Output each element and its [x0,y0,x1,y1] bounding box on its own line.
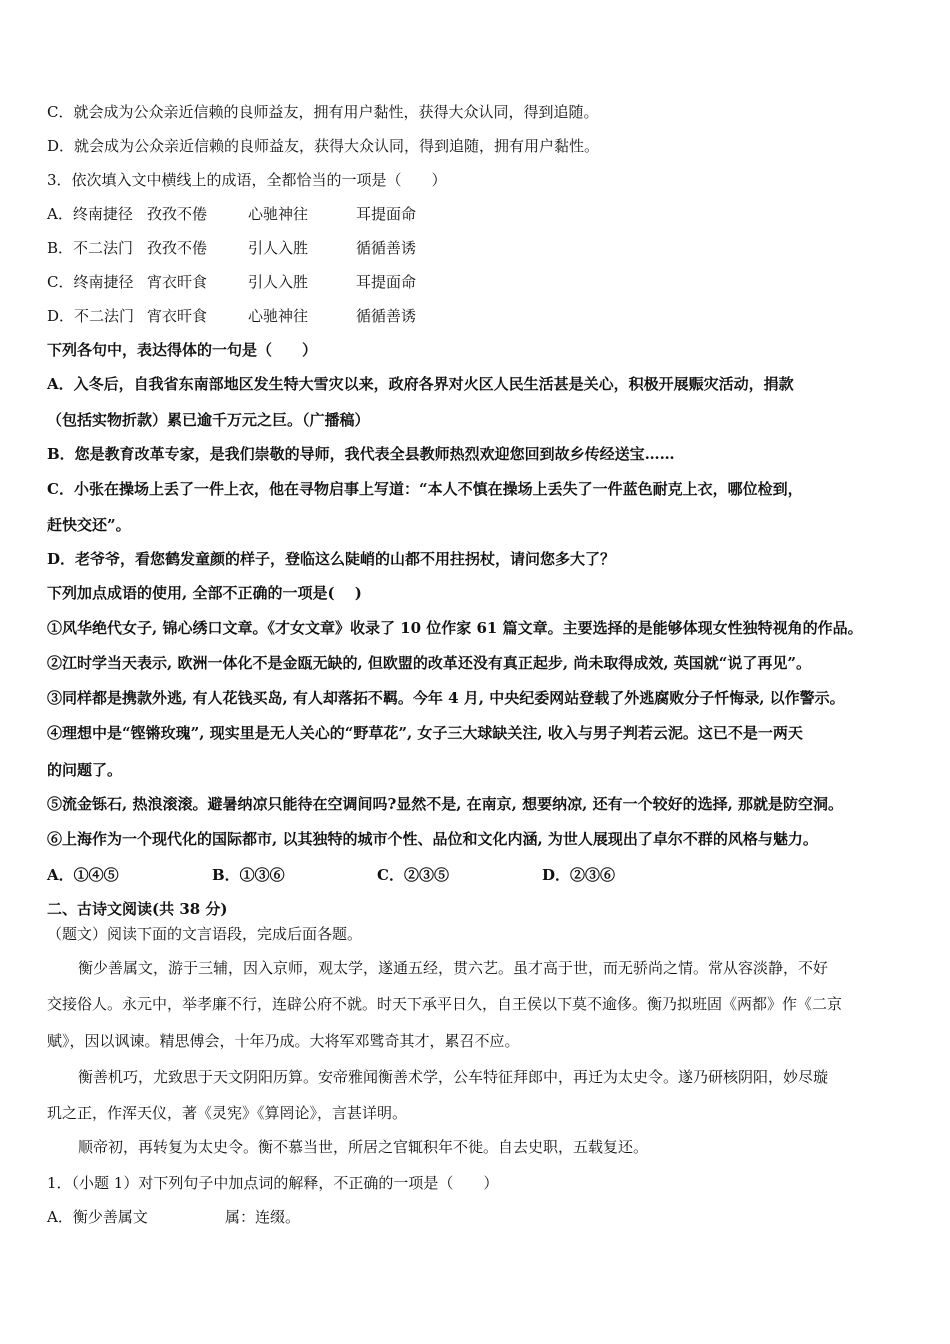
idiom: 宵衣旰食 [147,273,208,291]
idiom: 引人入胜 [248,239,309,257]
idiom: 耳提面命 [356,273,417,291]
q4-option-a-line1: A．入冬后，自我省东南部地区发生特大雪灾以来，政府各界对火区人民生活甚是关心，积极开展赈灾活动，捐款 [47,375,794,393]
q5-stem: 下列加点成语的使用, 全部不正确的一项是( ) [47,584,362,602]
idiom: 心驰神往 [248,205,309,223]
option-label: A．终南捷径 [47,205,133,223]
idiom: 宵衣旰食 [147,307,208,325]
q3-option-a [47,204,416,224]
idiom: 孜孜不倦 [147,239,208,257]
q5-option-a: A．①④⑤ [47,866,119,884]
reading-intro: （题文）阅读下面的文言语段，完成后面各题。 [47,925,363,943]
q3-stem: 3．依次填入文中横线上的成语，全都恰当的一项是（ ） [47,171,447,189]
q4-option-b: B．您是教育改革专家，是我们崇敬的导师，我代表全县教师热烈欢迎您回到故乡传经送宝…… [47,445,675,463]
q3-option-c [47,272,416,292]
idiom: 孜孜不倦 [147,205,208,223]
q4-option-c-line2: 赶快交还”。 [47,516,131,534]
q4-stem: 下列各句中，表达得体的一句是（ ） [47,341,318,359]
q4-option-c-line1: C．小张在操场上丢了一件上衣，他在寻物启事上写道：“本人不慎在操场上丢失了一件蓝色耐克上衣，哪位检到， [47,480,803,498]
passage-p1-line2: 交接俗人。永元中，举孝廉不行，连辟公府不就。时天下承平日久，自王侯以下莫不逾侈。衡乃拟班固《两都》作《二京 [47,995,843,1013]
q5-option-b: B．①③⑥ [212,866,285,884]
q2-option-d: D．就会成为公众亲近信赖的良师益友，获得大众认同，得到追随，拥有用户黏性。 [47,137,600,155]
q5-options [47,865,615,885]
passage-p2-line2: 玑之正，作浑天仪，著《灵宪》《算罔论》，言甚详明。 [47,1104,408,1122]
option-label: D．不二法门 [47,307,135,325]
passage-p2-line1: 衡善机巧，尤致思于天文阴阳历算。安帝雅闻衡善术学，公车特征拜郎中，再迁为太史令。遂乃研核阴阳，妙尽璇 [78,1068,829,1086]
idiom: 心驰神往 [248,307,309,325]
option-label: B．不二法门 [47,239,134,257]
idiom: 耳提面命 [356,205,417,223]
passage-p1-line3: 赋》，因以讽谏。精思傅会，十年乃成。大将军邓骘奇其才，累召不应。 [47,1032,520,1050]
idiom: 循循善诱 [356,307,417,325]
q5-option-c: C．②③⑤ [377,866,449,884]
q4-option-a-line2: （包括实物折款）累已逾千万元之巨。（广播稿） [47,411,370,429]
q5-sentence-4-line1: ④理想中是“铿锵玫瑰”, 现实里是无人关心的“野草花”, 女子三大球缺关注, 收入与男子判若云泥。这已不是一两天 [47,724,803,742]
section-heading: 二、古诗文阅读(共 38 分) [47,900,228,918]
option-label: C．终南捷径 [47,273,134,291]
passage-p3: 顺帝初，再转复为太史令。衡不慕当世，所居之官辄积年不徙。自去史职，五载复还。 [78,1138,649,1156]
option-definition: 属：连缀。 [225,1208,301,1226]
q5-sentence-3: ③同样都是携款外逃, 有人花钱买岛, 有人却落拓不羁。今年 4 月, 中央纪委网站登载了外逃腐败分子忏悔录, 以作警示。 [47,689,845,707]
option-phrase: A．衡少善属文 [47,1208,148,1226]
q5-sentence-6: ⑥上海作为一个现代化的国际都市, 以其独特的城市个性、品位和文化内涵, 为世人展现出了卓尔不群的风格与魅力。 [47,830,818,848]
q5-sentence-2: ②江时学当天表示, 欧洲一体化不是金瓯无缺的, 但欧盟的改革还没有真正起步, 尚未取得成效, 英国就“说了再见”。 [47,654,812,672]
q5-sentence-4-line2: 的问题了。 [47,761,123,779]
q5-option-d: D．②③⑥ [542,866,616,884]
q5-sentence-5: ⑤流金铄石, 热浪滚滚。避暑纳凉只能待在空调间吗?显然不是, 在南京, 想要纳凉, 还有一个较好的选择, 那就是防空洞。 [47,795,844,813]
passage-p1-line1: 衡少善属文，游于三辅，因入京师，观太学，遂通五经，贯六艺。虽才高于世，而无骄尚之情。常从容淡静，不好 [78,959,829,977]
idiom: 引人入胜 [248,273,309,291]
idiom: 循循善诱 [356,239,417,257]
q5-sentence-1: ①风华绝代女子, 锦心绣口文章。《才女文章》收录了 10 位作家 61 篇文章。主要选择的是能够体现女性独特视角的作品。 [47,619,863,637]
q2-option-c: C．就会成为公众亲近信赖的良师益友，拥有用户黏性，获得大众认同，得到追随。 [47,103,599,121]
q3-option-d [47,306,416,326]
q4-option-d: D．老爷爷，看您鹤发童颜的样子，登临这么陡峭的山都不用拄拐杖，请问您多大了？ [47,550,616,568]
sub-question-1-stem: 1．（小题 1）对下列句子中加点词的解释，不正确的一项是（ ） [47,1174,499,1192]
q3-option-b [47,238,416,258]
sub-question-1-option-a [47,1207,300,1227]
